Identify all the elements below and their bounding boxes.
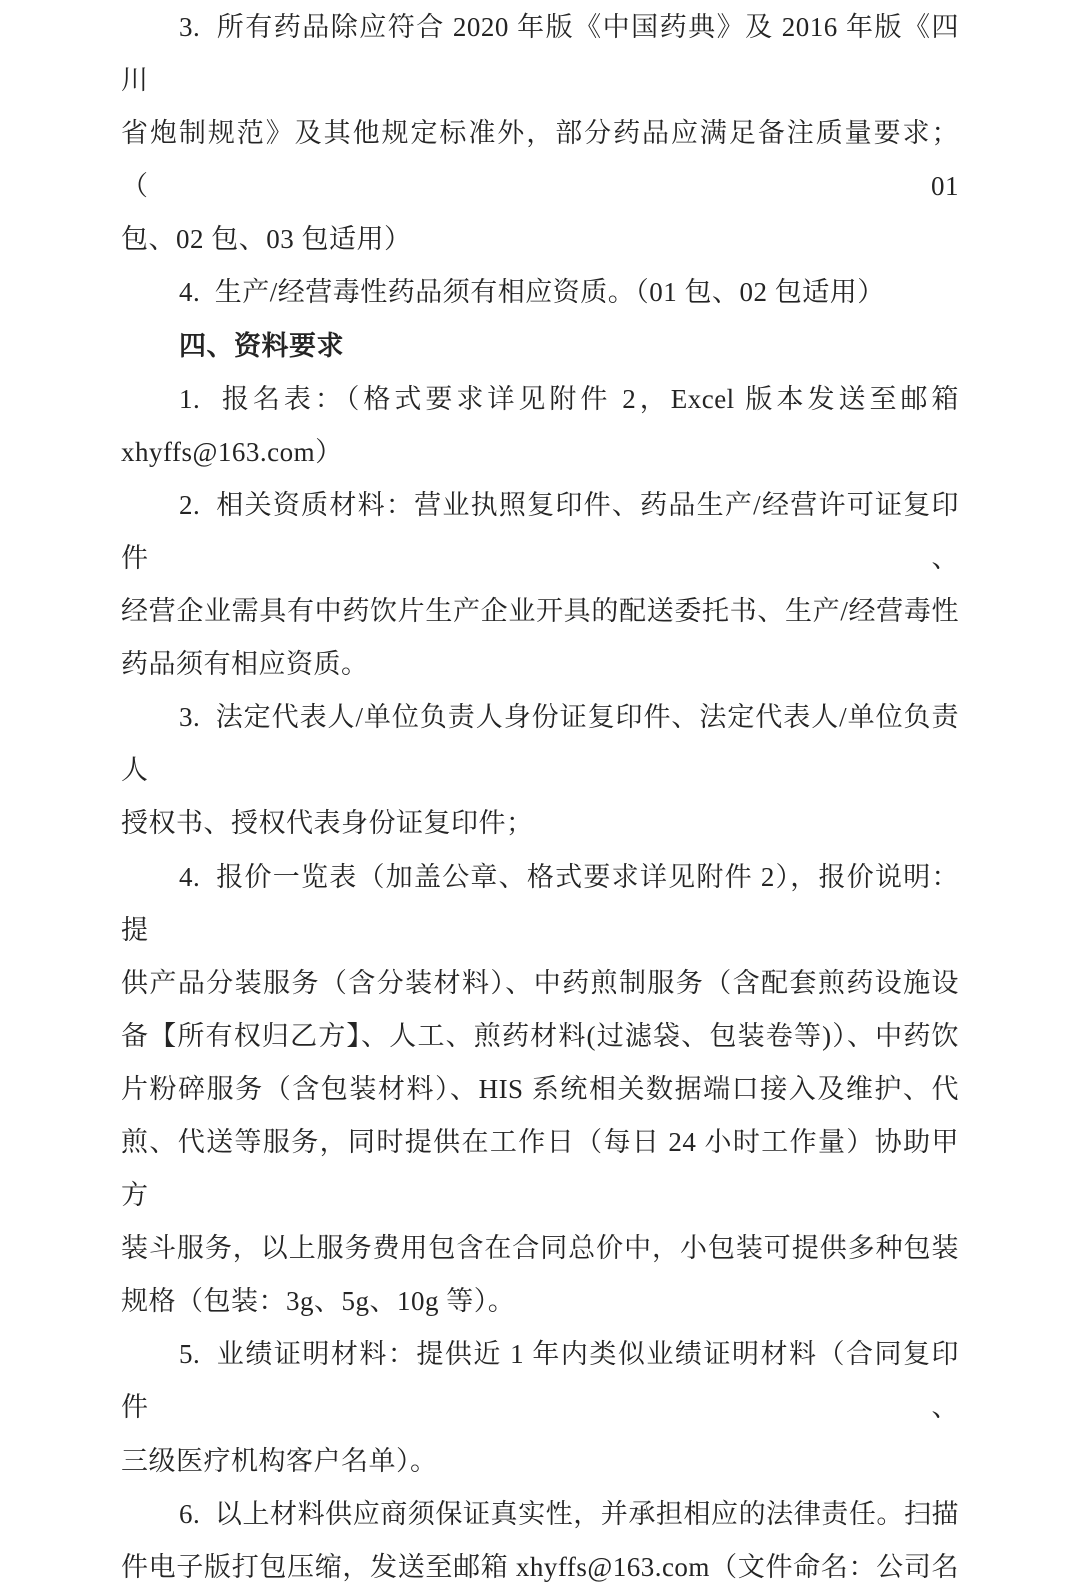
text-line: 包、02 包、03 包适用） (121, 224, 412, 255)
text-line: xhyffs@163.com） (121, 436, 343, 467)
text-line: 4. 生产/经营毒性药品须有相应资质。（01 包、02 包适用） (179, 277, 885, 308)
text-line: 装斗服务，以上服务费用包含在合同总价中，小包装可提供多种包装 (121, 1233, 959, 1264)
document-text-block (121, 0, 959, 1594)
text-line: 件电子版打包压缩，发送至邮箱 xhyffs@163.com（文件命名：公司名 (121, 1551, 959, 1582)
text-line: 5. 业绩证明材料：提供近 1 年内类似业绩证明材料（合同复印件、 (121, 1339, 959, 1423)
text-line: 3. 所有药品除应符合 2020 年版《中国药典》及 2016 年版《四川 (121, 12, 959, 96)
text-line: 授权书、授权代表身份证复印件； (121, 808, 534, 839)
text-line: 1. 报名表：（格式要求详见附件 2，Excel 版本发送至邮箱 (179, 383, 959, 414)
text-line: 6. 以上材料供应商须保证真实性，并承担相应的法律责任。扫描 (179, 1498, 959, 1529)
text-line: 片粉碎服务（含包装材料）、HIS 系统相关数据端口接入及维护、代 (121, 1073, 959, 1104)
text-line: 省炮制规范》及其他规定标准外，部分药品应满足备注质量要求；（01 (121, 118, 959, 202)
text-line: 经营企业需具有中药饮片生产企业开具的配送委托书、生产/经营毒性 (121, 596, 959, 627)
text-line: 3. 法定代表人/单位负责人身份证复印件、法定代表人/单位负责人 (121, 702, 959, 786)
text-line: 供产品分装服务（含分装材料）、中药煎制服务（含配套煎药设施设 (121, 967, 959, 998)
text-line: 药品须有相应资质。 (121, 649, 369, 680)
text-line: 规格（包装：3g、5g、10g 等）。 (121, 1286, 516, 1317)
text-line: 煎、代送等服务，同时提供在工作日（每日 24 小时工作量）协助甲方 (121, 1126, 959, 1211)
section-heading: 四、资料要求 (179, 330, 345, 361)
text-line: 三级医疗机构客户名单）。 (121, 1445, 438, 1476)
text-line: 4. 报价一览表（加盖公章、格式要求详见附件 2），报价说明：提 (121, 861, 959, 945)
text-line: 2. 相关资质材料：营业执照复印件、药品生产/经营许可证复印件、 (121, 489, 959, 573)
text-line: 备【所有权归乙方】、人工、煎药材料(过滤袋、包装卷等)）、中药饮 (121, 1020, 959, 1051)
